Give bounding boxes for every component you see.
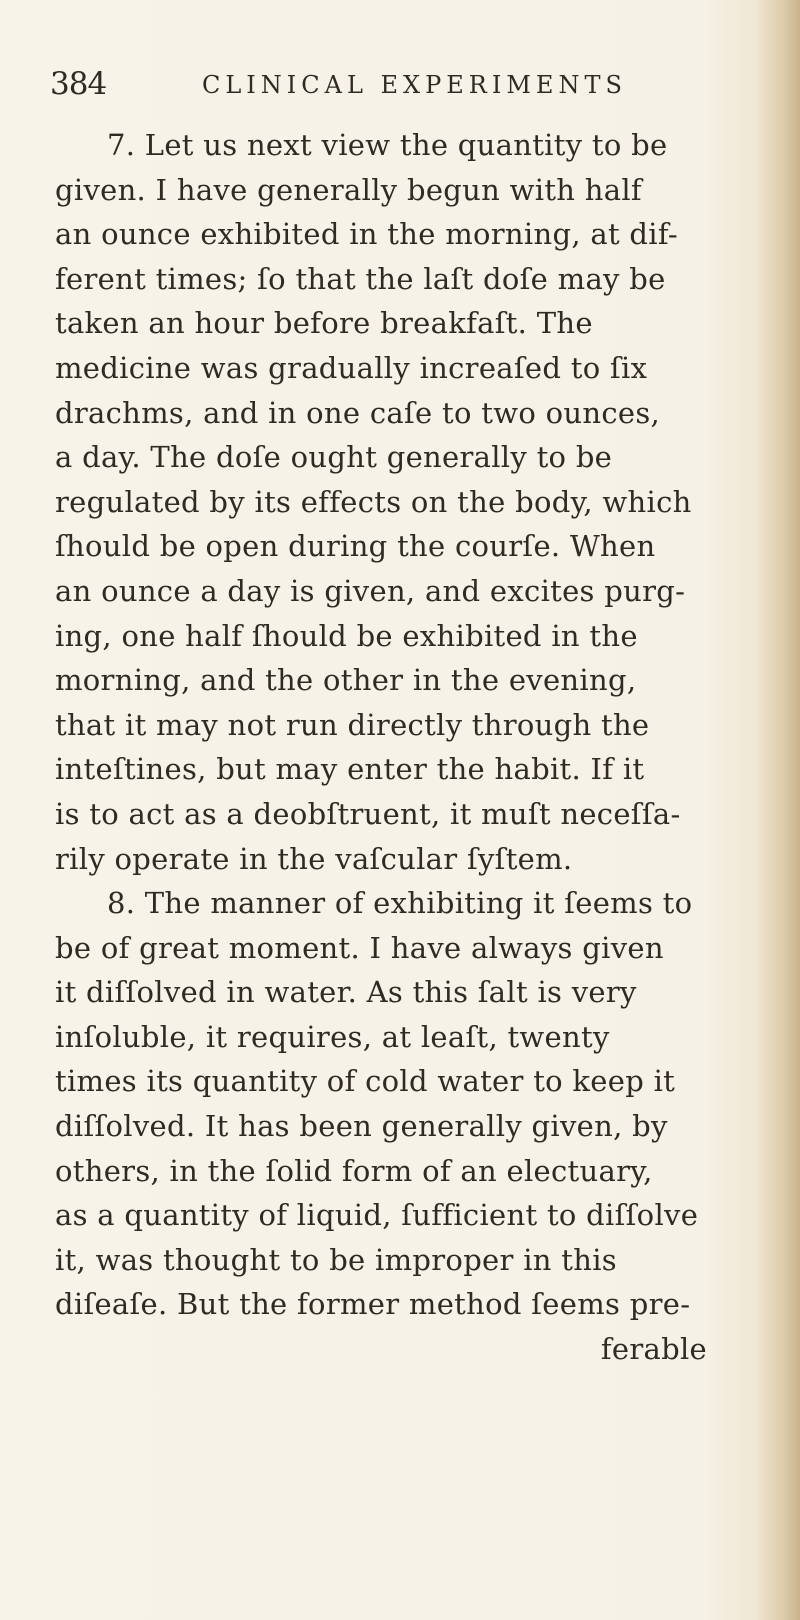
page-header xyxy=(50,66,740,106)
text-line: that it may not run directly through the xyxy=(55,707,650,742)
running-title: CLINICAL EXPERIMENTS xyxy=(202,71,627,99)
catchword: ferable xyxy=(600,1332,707,1367)
text-line: it diſſolved in water. As this ſalt is very xyxy=(55,975,637,1010)
text-line: be of great moment. I have always given xyxy=(55,930,664,965)
page-edge-shadow xyxy=(756,0,800,1620)
text-line: medicine was gradually increaſed to ſix xyxy=(55,350,648,385)
text-line: drachms, and in one caſe to two ounces, xyxy=(55,395,661,430)
text-line: inteſtines, but may enter the habit. If it xyxy=(55,752,645,787)
text-line: 8. The manner of exhibiting it ſeems to xyxy=(107,886,693,921)
text-line: others, in the ſolid form of an electuary, xyxy=(55,1153,653,1188)
text-line: ing, one half ſhould be exhibited in the xyxy=(55,618,638,653)
text-line: it, was thought to be improper in this xyxy=(55,1242,617,1277)
text-line: an ounce exhibited in the morning, at dif- xyxy=(55,217,678,252)
body-text xyxy=(55,123,707,1372)
page-number: 384 xyxy=(50,66,107,102)
text-line: is to act as a deobſtruent, it muſt neceſſa- xyxy=(55,796,681,831)
text-line: times its quantity of cold water to keep it xyxy=(55,1064,676,1099)
text-line: ſhould be open during the courſe. When xyxy=(55,529,656,564)
text-line: inſoluble, it requires, at leaſt, twenty xyxy=(55,1019,610,1054)
text-line: regulated by its effects on the body, which xyxy=(55,484,692,519)
text-line: given. I have generally begun with half xyxy=(55,172,642,207)
text-line: ferent times; ſo that the laſt doſe may be xyxy=(55,261,666,296)
text-line: diſſolved. It has been generally given, by xyxy=(55,1109,668,1144)
text-line: an ounce a day is given, and excites purg- xyxy=(55,573,686,608)
text-line: diſeaſe. But the former method ſeems pre- xyxy=(55,1287,691,1322)
text-line: taken an hour before breakfaſt. The xyxy=(55,306,593,341)
text-line: morning, and the other in the evening, xyxy=(55,663,637,698)
text-line: rily operate in the vaſcular ſyſtem. xyxy=(55,841,573,876)
text-line: a day. The doſe ought generally to be xyxy=(55,440,613,475)
text-line: as a quantity of liquid, ſufficient to diſſolve xyxy=(55,1198,699,1233)
text-line: 7. Let us next view the quantity to be xyxy=(107,128,668,162)
